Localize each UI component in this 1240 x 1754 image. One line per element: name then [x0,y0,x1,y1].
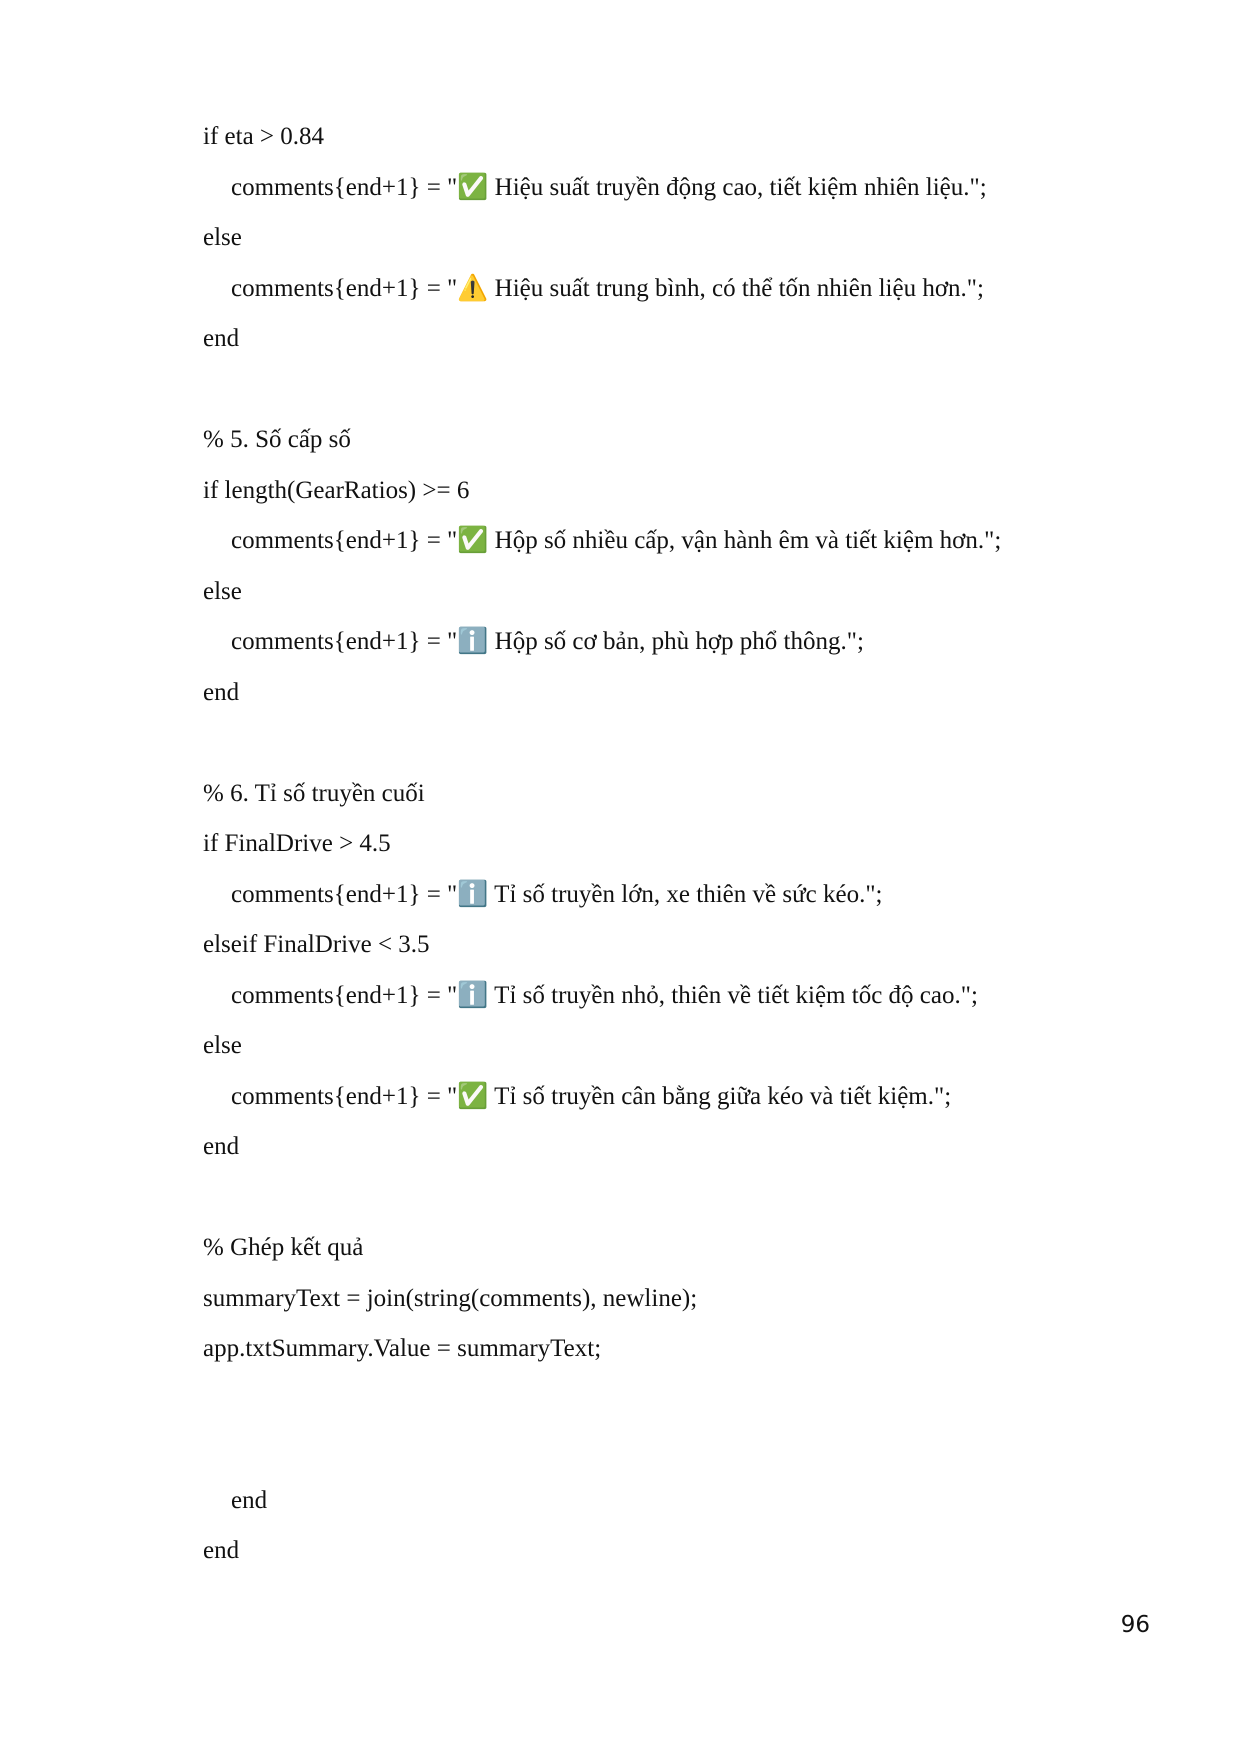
code-line: app.txtSummary.Value = summaryText; [203,1335,602,1362]
code-line: elseif FinalDrive < 3.5 [203,931,430,958]
blank-line [203,1375,1103,1426]
blank-line [203,1173,1103,1224]
code-line: else [203,1032,242,1059]
code-line: comments{end+1} = "⚠️ Hiệu suất trung bình, có thể tốn nhiên liệu hơn."; [231,274,984,302]
code-line: comments{end+1} = "✅ Tỉ số truyền cân bằng giữa kéo và tiết kiệm."; [231,1082,952,1110]
code-line: comments{end+1} = "ℹ️ Hộp số cơ bản, phù hợp phổ thông."; [231,628,864,655]
code-line: else [203,577,242,605]
code-listing [203,112,1103,1577]
code-line: if FinalDrive > 4.5 [203,830,391,857]
code-line: comments{end+1} = "ℹ️ Tỉ số truyền lớn, xe thiên về sức kéo."; [231,880,883,908]
code-line: end [203,678,240,706]
code-line: % 5. Số cấp số [203,426,351,453]
code-line: end [231,1486,268,1514]
code-line: comments{end+1} = "✅ Hiệu suất truyền động cao, tiết kiệm nhiên liệu."; [231,173,987,201]
blank-line [203,1425,1103,1476]
page-number: 96 [1120,1612,1150,1638]
code-line: end [203,325,240,352]
code-line: if length(GearRatios) >= 6 [203,476,470,504]
code-line: summaryText = join(string(comments), newline); [203,1284,698,1312]
code-line: % 6. Tỉ số truyền cuối [203,779,425,807]
code-line: else [203,224,242,251]
code-line: % Ghép kết quả [203,1234,364,1261]
blank-line [203,718,1103,769]
blank-line [203,365,1103,416]
code-line: if eta > 0.84 [203,123,325,150]
code-line: comments{end+1} = "ℹ️ Tỉ số truyền nhỏ, thiên về tiết kiệm tốc độ cao."; [231,981,978,1009]
code-line: end [203,1133,240,1160]
code-line: end [203,1537,240,1564]
code-line: comments{end+1} = "✅ Hộp số nhiều cấp, vận hành êm và tiết kiệm hơn."; [231,527,1002,554]
